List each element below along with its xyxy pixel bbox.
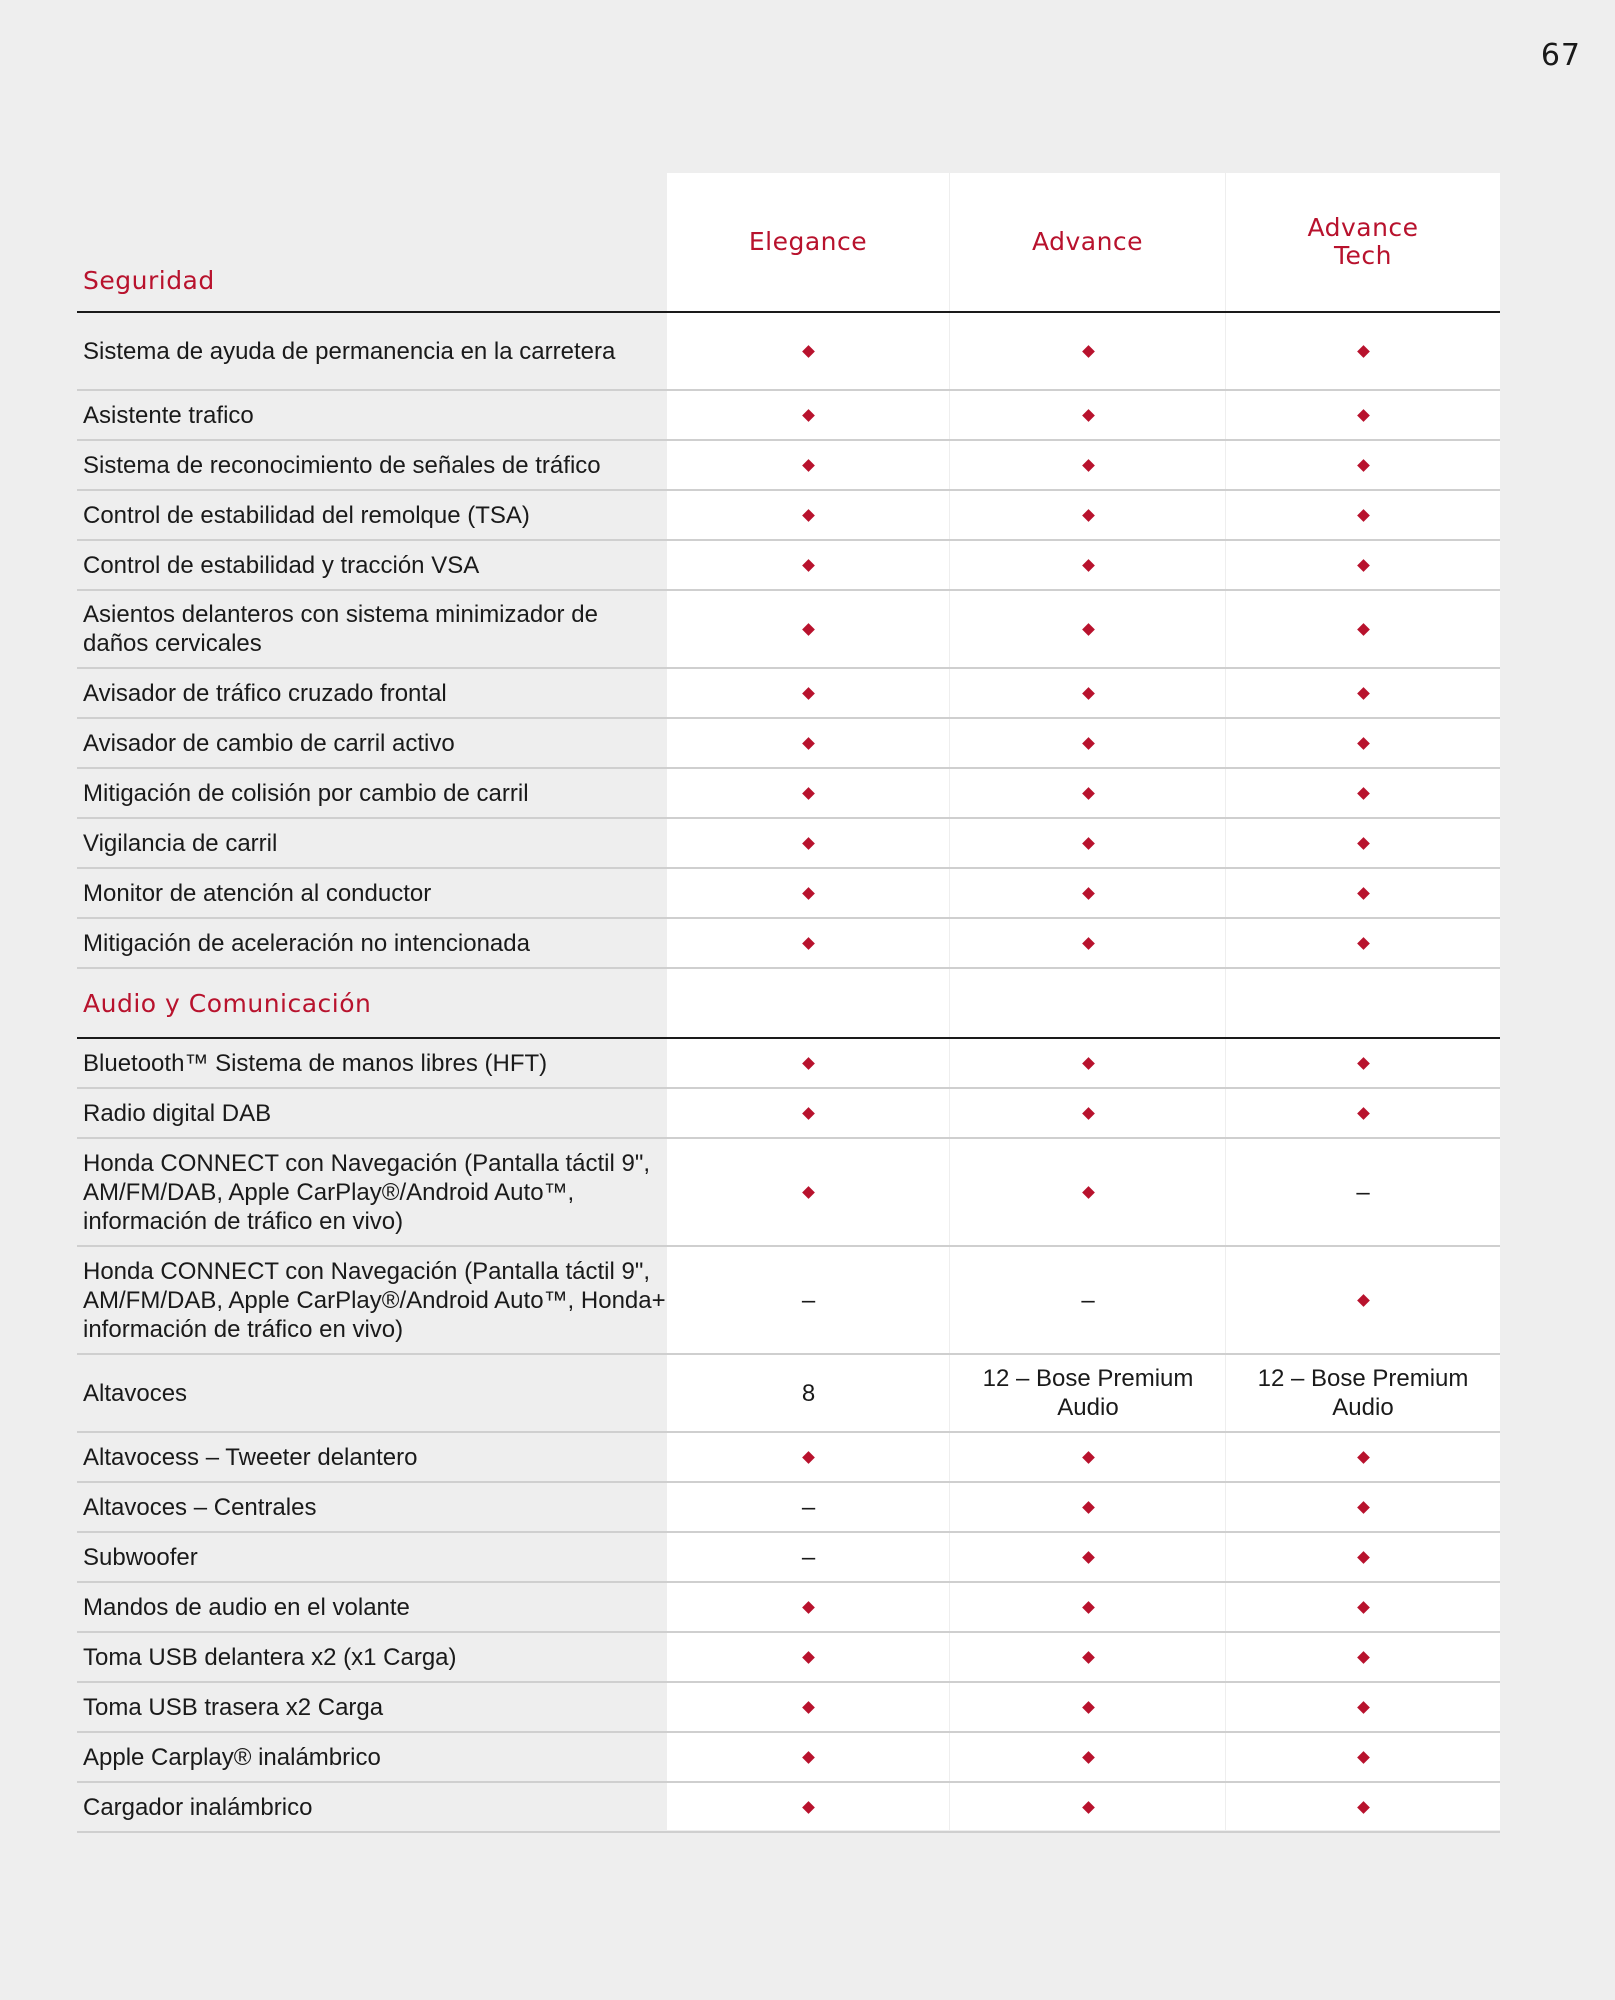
included-diamond-icon — [1357, 409, 1370, 422]
cell-elegance — [667, 939, 950, 948]
included-diamond-icon — [1357, 1601, 1370, 1614]
included-diamond-icon — [802, 887, 815, 900]
column-header-advance: Advance — [1031, 227, 1144, 256]
included-diamond-icon — [1357, 1551, 1370, 1564]
cell-elegance — [667, 511, 950, 520]
included-diamond-icon — [1082, 1651, 1095, 1664]
cell-advance-tech — [1226, 1553, 1500, 1562]
cell-advance-tech — [1226, 1753, 1500, 1762]
cell-advance-tech — [1226, 511, 1500, 520]
row-label: Avisador de cambio de carril activo — [83, 729, 455, 757]
cell-elegance — [667, 889, 950, 898]
cell-elegance — [667, 689, 950, 698]
cell-advance-tech — [1226, 839, 1500, 848]
row-label: Honda CONNECT con Navegación (Pantalla táctil 9", AM/FM/DAB, Apple CarPlay®/Android Auto™, información de tráfico en vivo) — [83, 1149, 651, 1235]
included-diamond-icon — [1082, 1186, 1095, 1199]
cell-advance — [950, 1703, 1226, 1712]
cell-elegance — [667, 839, 950, 848]
table-row — [77, 591, 1500, 669]
section-rows-seguridad — [77, 313, 1500, 969]
row-label: Honda CONNECT con Navegación (Pantalla táctil 9", AM/FM/DAB, Apple CarPlay®/Android Auto™, Honda+ información de tráfico en vivo) — [83, 1257, 666, 1343]
table-row — [77, 869, 1500, 919]
table-row — [77, 1483, 1500, 1533]
included-diamond-icon — [1082, 837, 1095, 850]
cell-advance — [950, 739, 1226, 748]
cell-advance — [950, 789, 1226, 798]
row-label: Mitigación de aceleración no intencionada — [83, 929, 530, 957]
cell-advance — [950, 1109, 1226, 1118]
included-diamond-icon — [1082, 1057, 1095, 1070]
cell-advance — [950, 1453, 1226, 1462]
cell-advance — [950, 1059, 1226, 1068]
table-row — [77, 313, 1500, 391]
included-diamond-icon — [1357, 837, 1370, 850]
cell-value: 12 – Bose Premium Audio — [1257, 1365, 1469, 1421]
cell-advance — [950, 561, 1226, 570]
cell-advance — [950, 839, 1226, 848]
included-diamond-icon — [1082, 687, 1095, 700]
section-title-audio: Audio y Comunicación — [83, 988, 372, 1018]
cell-advance — [950, 1503, 1226, 1512]
cell-value: – — [1356, 1178, 1370, 1206]
included-diamond-icon — [1357, 1651, 1370, 1664]
cell-elegance — [667, 1286, 950, 1315]
table-row — [77, 1583, 1500, 1633]
included-diamond-icon — [1082, 1801, 1095, 1814]
included-diamond-icon — [1082, 559, 1095, 572]
included-diamond-icon — [1357, 1451, 1370, 1464]
table-row — [77, 441, 1500, 491]
included-diamond-icon — [802, 1801, 815, 1814]
column-header-elegance: Elegance — [748, 227, 868, 256]
cell-advance — [950, 347, 1226, 356]
included-diamond-icon — [1082, 1701, 1095, 1714]
cell-elegance — [667, 1753, 950, 1762]
cell-elegance — [667, 1453, 950, 1462]
cell-value: 8 — [801, 1379, 816, 1407]
table-header — [77, 173, 1500, 313]
row-label: Asistente trafico — [83, 401, 254, 429]
table-row — [77, 819, 1500, 869]
included-diamond-icon — [1357, 345, 1370, 358]
table-row — [77, 1783, 1500, 1833]
cell-advance-tech — [1226, 939, 1500, 948]
cell-advance — [950, 1753, 1226, 1762]
table-row — [77, 1089, 1500, 1139]
cell-advance — [950, 411, 1226, 420]
cell-elegance — [667, 1493, 950, 1522]
cell-advance-tech — [1226, 1296, 1500, 1305]
row-label: Cargador inalámbrico — [83, 1793, 313, 1821]
cell-advance-tech — [1226, 739, 1500, 748]
table-row — [77, 669, 1500, 719]
included-diamond-icon — [1357, 559, 1370, 572]
cell-elegance — [667, 625, 950, 634]
included-diamond-icon — [802, 1057, 815, 1070]
included-diamond-icon — [802, 559, 815, 572]
column-header-advance-tech-label: Advance Tech — [1307, 213, 1419, 270]
cell-advance-tech — [1226, 1653, 1500, 1662]
included-diamond-icon — [1357, 623, 1370, 636]
section-header-audio — [77, 969, 1500, 1039]
cell-advance — [950, 1803, 1226, 1812]
cell-value: – — [1081, 1286, 1095, 1314]
included-diamond-icon — [1357, 1701, 1370, 1714]
table-row — [77, 769, 1500, 819]
cell-elegance — [667, 561, 950, 570]
table-row — [77, 1683, 1500, 1733]
cell-advance — [950, 689, 1226, 698]
included-diamond-icon — [1357, 787, 1370, 800]
cell-advance — [950, 1603, 1226, 1612]
row-label: Control de estabilidad y tracción VSA — [83, 551, 480, 579]
cell-advance-tech — [1226, 411, 1500, 420]
cell-elegance — [667, 1543, 950, 1572]
included-diamond-icon — [802, 687, 815, 700]
cell-advance-tech — [1226, 1703, 1500, 1712]
table-row — [77, 719, 1500, 769]
included-diamond-icon — [1082, 1501, 1095, 1514]
spec-table — [77, 173, 1500, 1833]
included-diamond-icon — [1357, 937, 1370, 950]
included-diamond-icon — [1082, 1107, 1095, 1120]
cell-advance — [950, 889, 1226, 898]
cell-advance — [950, 511, 1226, 520]
section-rows-audio — [77, 1039, 1500, 1833]
row-label: Toma USB trasera x2 Carga — [83, 1693, 384, 1721]
cell-elegance — [667, 1653, 950, 1662]
cell-elegance — [667, 1803, 950, 1812]
cell-elegance — [667, 1109, 950, 1118]
table-row — [77, 1733, 1500, 1783]
cell-elegance — [667, 1188, 950, 1197]
cell-elegance — [667, 1603, 950, 1612]
included-diamond-icon — [802, 837, 815, 850]
row-label: Control de estabilidad del remolque (TSA) — [83, 501, 530, 529]
included-diamond-icon — [1357, 509, 1370, 522]
cell-elegance — [667, 1379, 950, 1408]
included-diamond-icon — [802, 737, 815, 750]
row-label: Bluetooth™ Sistema de manos libres (HFT) — [83, 1049, 548, 1077]
cell-advance-tech — [1226, 1059, 1500, 1068]
included-diamond-icon — [1082, 345, 1095, 358]
cell-advance — [950, 1286, 1226, 1315]
included-diamond-icon — [802, 1107, 815, 1120]
included-diamond-icon — [802, 1451, 815, 1464]
row-label: Subwoofer — [83, 1543, 198, 1571]
row-label: Altavoces – Centrales — [83, 1493, 317, 1521]
included-diamond-icon — [1082, 1601, 1095, 1614]
cell-value: – — [801, 1286, 816, 1314]
cell-elegance — [667, 739, 950, 748]
cell-advance-tech — [1226, 625, 1500, 634]
row-label: Apple Carplay® inalámbrico — [83, 1743, 381, 1771]
included-diamond-icon — [802, 1601, 815, 1614]
included-diamond-icon — [1357, 459, 1370, 472]
cell-value: 12 – Bose Premium Audio — [982, 1365, 1194, 1421]
table-row — [77, 391, 1500, 441]
cell-advance — [950, 1364, 1226, 1422]
included-diamond-icon — [1082, 737, 1095, 750]
cell-advance — [950, 1653, 1226, 1662]
included-diamond-icon — [1082, 509, 1095, 522]
table-row — [77, 491, 1500, 541]
cell-advance-tech — [1226, 461, 1500, 470]
included-diamond-icon — [1357, 1501, 1370, 1514]
cell-advance-tech — [1226, 689, 1500, 698]
row-label: Sistema de ayuda de permanencia en la carretera — [83, 337, 616, 365]
included-diamond-icon — [1082, 1551, 1095, 1564]
cell-value: – — [801, 1543, 816, 1571]
cell-advance-tech — [1226, 347, 1500, 356]
row-label: Asientos delanteros con sistema minimizador de daños cervicales — [83, 601, 598, 657]
row-label: Mitigación de colisión por cambio de carril — [83, 779, 529, 807]
section-title-seguridad: Seguridad — [83, 266, 215, 295]
table-row — [77, 1433, 1500, 1483]
row-label: Radio digital DAB — [83, 1099, 272, 1127]
row-label: Monitor de atención al conductor — [83, 879, 432, 907]
cell-elegance — [667, 347, 950, 356]
cell-advance-tech — [1226, 1803, 1500, 1812]
included-diamond-icon — [1082, 623, 1095, 636]
included-diamond-icon — [802, 623, 815, 636]
included-diamond-icon — [1082, 887, 1095, 900]
cell-elegance — [667, 1059, 950, 1068]
row-label: Vigilancia de carril — [83, 829, 278, 857]
column-header-advance-tech — [1226, 173, 1500, 311]
page-number: 67 — [1540, 38, 1581, 73]
row-label: Altavoces — [83, 1379, 188, 1407]
table-row — [77, 1139, 1500, 1247]
included-diamond-icon — [802, 1186, 815, 1199]
included-diamond-icon — [1082, 787, 1095, 800]
included-diamond-icon — [1082, 937, 1095, 950]
included-diamond-icon — [1357, 1751, 1370, 1764]
included-diamond-icon — [1357, 737, 1370, 750]
cell-advance-tech — [1226, 889, 1500, 898]
table-row — [77, 1633, 1500, 1683]
included-diamond-icon — [802, 1751, 815, 1764]
included-diamond-icon — [802, 459, 815, 472]
row-label: Mandos de audio en el volante — [83, 1593, 410, 1621]
cell-elegance — [667, 411, 950, 420]
included-diamond-icon — [1357, 1107, 1370, 1120]
table-row — [77, 541, 1500, 591]
included-diamond-icon — [1357, 687, 1370, 700]
included-diamond-icon — [1357, 1057, 1370, 1070]
included-diamond-icon — [802, 509, 815, 522]
included-diamond-icon — [1357, 1294, 1370, 1307]
cell-advance-tech — [1226, 1364, 1500, 1422]
cell-advance-tech — [1226, 789, 1500, 798]
included-diamond-icon — [1357, 1801, 1370, 1814]
included-diamond-icon — [1082, 409, 1095, 422]
cell-advance-tech — [1226, 1503, 1500, 1512]
cell-advance — [950, 1188, 1226, 1197]
included-diamond-icon — [802, 1701, 815, 1714]
row-label: Toma USB delantera x2 (x1 Carga) — [83, 1643, 457, 1671]
cell-elegance — [667, 1703, 950, 1712]
cell-elegance — [667, 461, 950, 470]
table-row — [77, 919, 1500, 969]
row-label: Altavocess – Tweeter delantero — [83, 1443, 418, 1471]
included-diamond-icon — [1082, 1751, 1095, 1764]
cell-value: – — [801, 1493, 816, 1521]
included-diamond-icon — [802, 1651, 815, 1664]
table-row — [77, 1247, 1500, 1355]
cell-advance-tech — [1226, 1603, 1500, 1612]
row-label: Sistema de reconocimiento de señales de tráfico — [83, 451, 601, 479]
included-diamond-icon — [1082, 459, 1095, 472]
cell-advance-tech — [1226, 1453, 1500, 1462]
table-row — [77, 1533, 1500, 1583]
cell-advance-tech — [1226, 1109, 1500, 1118]
included-diamond-icon — [802, 787, 815, 800]
cell-elegance — [667, 789, 950, 798]
table-row — [77, 1355, 1500, 1433]
included-diamond-icon — [1082, 1451, 1095, 1464]
included-diamond-icon — [1357, 887, 1370, 900]
cell-advance — [950, 461, 1226, 470]
cell-advance — [950, 625, 1226, 634]
cell-advance-tech — [1226, 1178, 1500, 1207]
included-diamond-icon — [802, 409, 815, 422]
included-diamond-icon — [802, 937, 815, 950]
included-diamond-icon — [802, 345, 815, 358]
cell-advance-tech — [1226, 561, 1500, 570]
row-label: Avisador de tráfico cruzado frontal — [83, 679, 447, 707]
cell-advance — [950, 1553, 1226, 1562]
cell-advance — [950, 939, 1226, 948]
table-row — [77, 1039, 1500, 1089]
